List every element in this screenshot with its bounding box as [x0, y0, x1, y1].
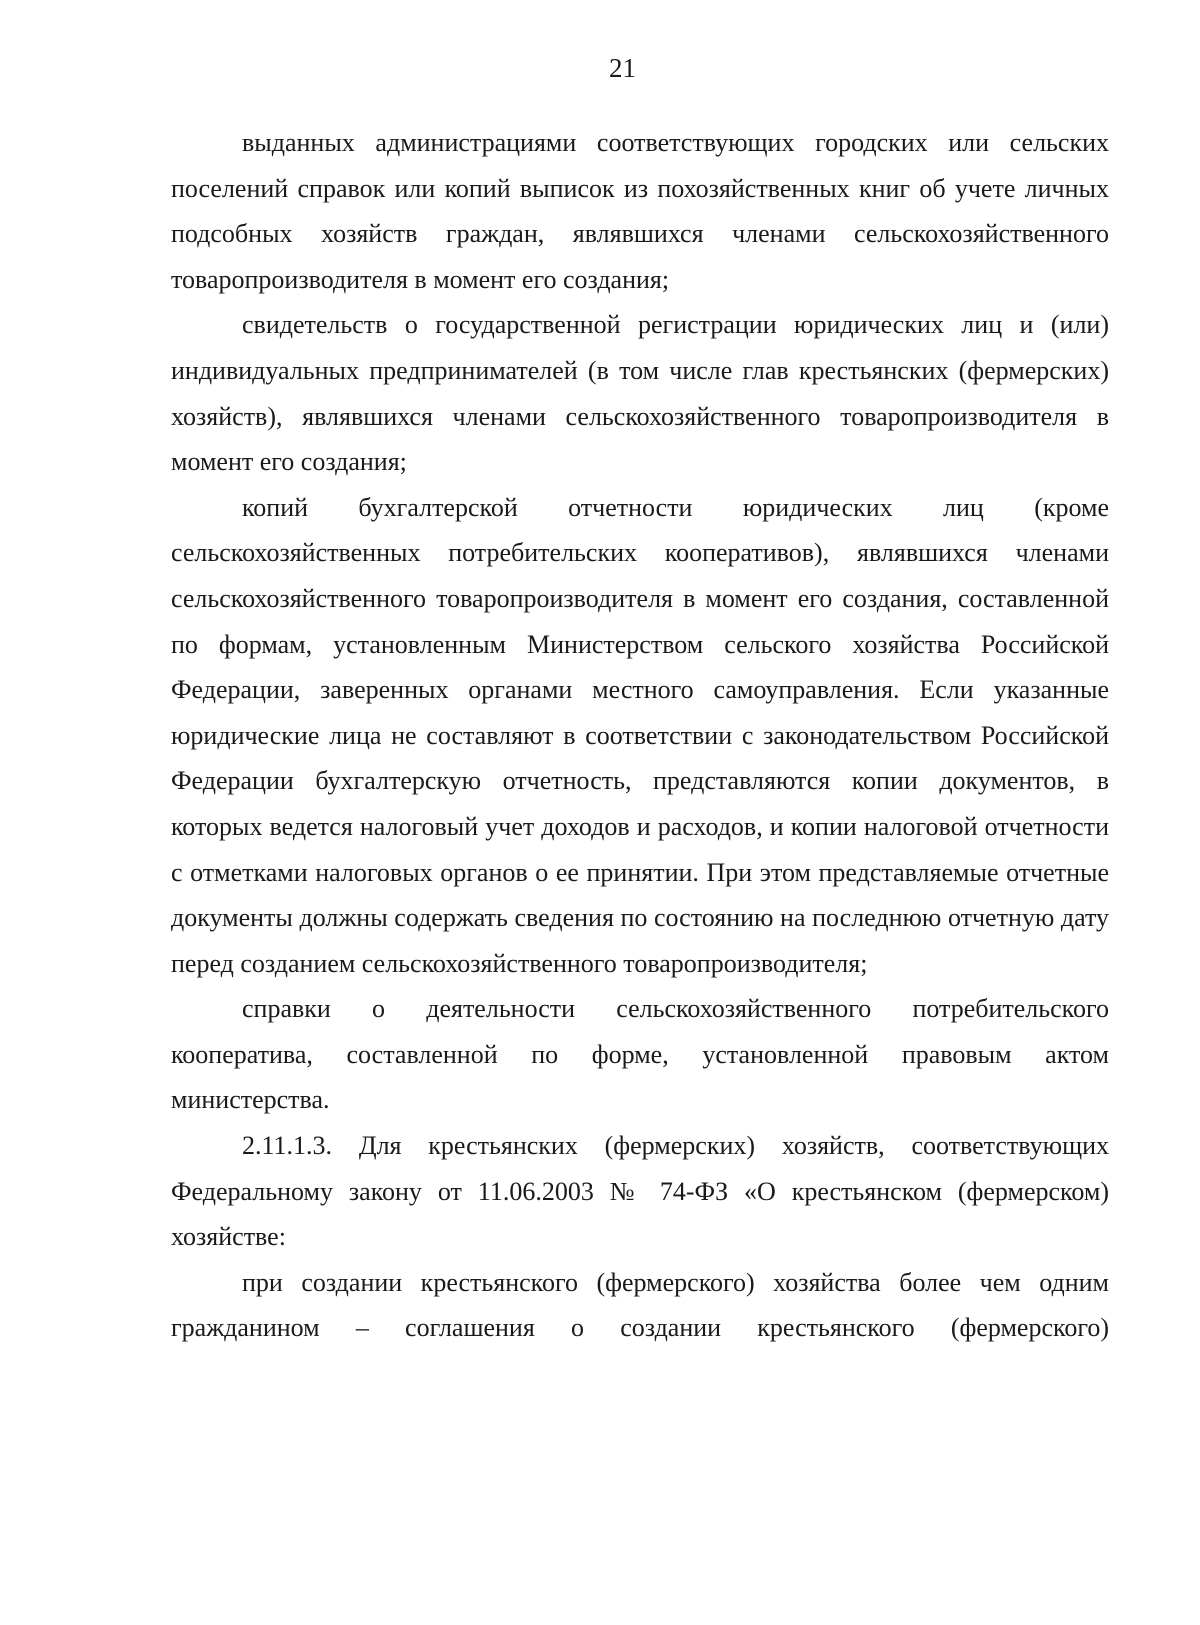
paragraph-accounting-reports: копий бухгалтерской отчетности юридических лиц (кроме сельскохозяйственных потребительских кооперативов), являвшихся членами сельскохозяйственного товаропроизводителя в момент его создания, составленной по формам, установленным Министерством сельского хозяйства Российской Федерации, заверенных органами местного самоуправления. Если указанные юридические лица не составляют в соответствии с законодательством Российской Федерации бухгалтерскую отчетность, представляются копии документов, в которых ведется налоговый учет доходов и расходов, и копии налоговой отчетности с отметками налоговых органов о ее принятии. При этом представляемые отчетные документы должны содержать сведения по состоянию на последнюю отчетную дату перед созданием сельскохозяйственного товаропроизводителя; — [171, 492, 1109, 978]
page-number: 21 — [609, 53, 636, 83]
paragraph-registration-certificates: свидетельств о государственной регистрации юридических лиц и (или) индивидуальных предпринимателей (в том числе глав крестьянских (фермерских) хозяйств), являвшихся членами сельскохозяйственного товаропроизводителя в момент его создания; — [171, 310, 1109, 477]
paragraph-farm-agreement: при создании крестьянского (фермерского) хозяйства более чем одним гражданином – соглашения о создании крестьянского (фермерского) — [171, 1267, 1109, 1343]
paragraph-section-2-11-1-3: 2.11.1.3. Для крестьянских (фермерских) хозяйств, соответствующих Федеральному закону от 11.06.2003 № 74-ФЗ «О крестьянском (фермерском) хозяйстве: — [171, 1131, 1109, 1252]
paragraph-household-certificates: выданных администрациями соответствующих городских или сельских поселений справок или копий выписок из похозяйственных книг об учете личных подсобных хозяйств граждан, являвшихся членами сельскохозяйственного товаропроизводителя в момент его создания; — [171, 128, 1109, 294]
document-body — [171, 120, 1109, 1351]
paragraph-cooperative-certificate: справки о деятельности сельскохозяйственного потребительского кооператива, составленной по форме, установленной правовым актом министерства. — [171, 994, 1109, 1115]
